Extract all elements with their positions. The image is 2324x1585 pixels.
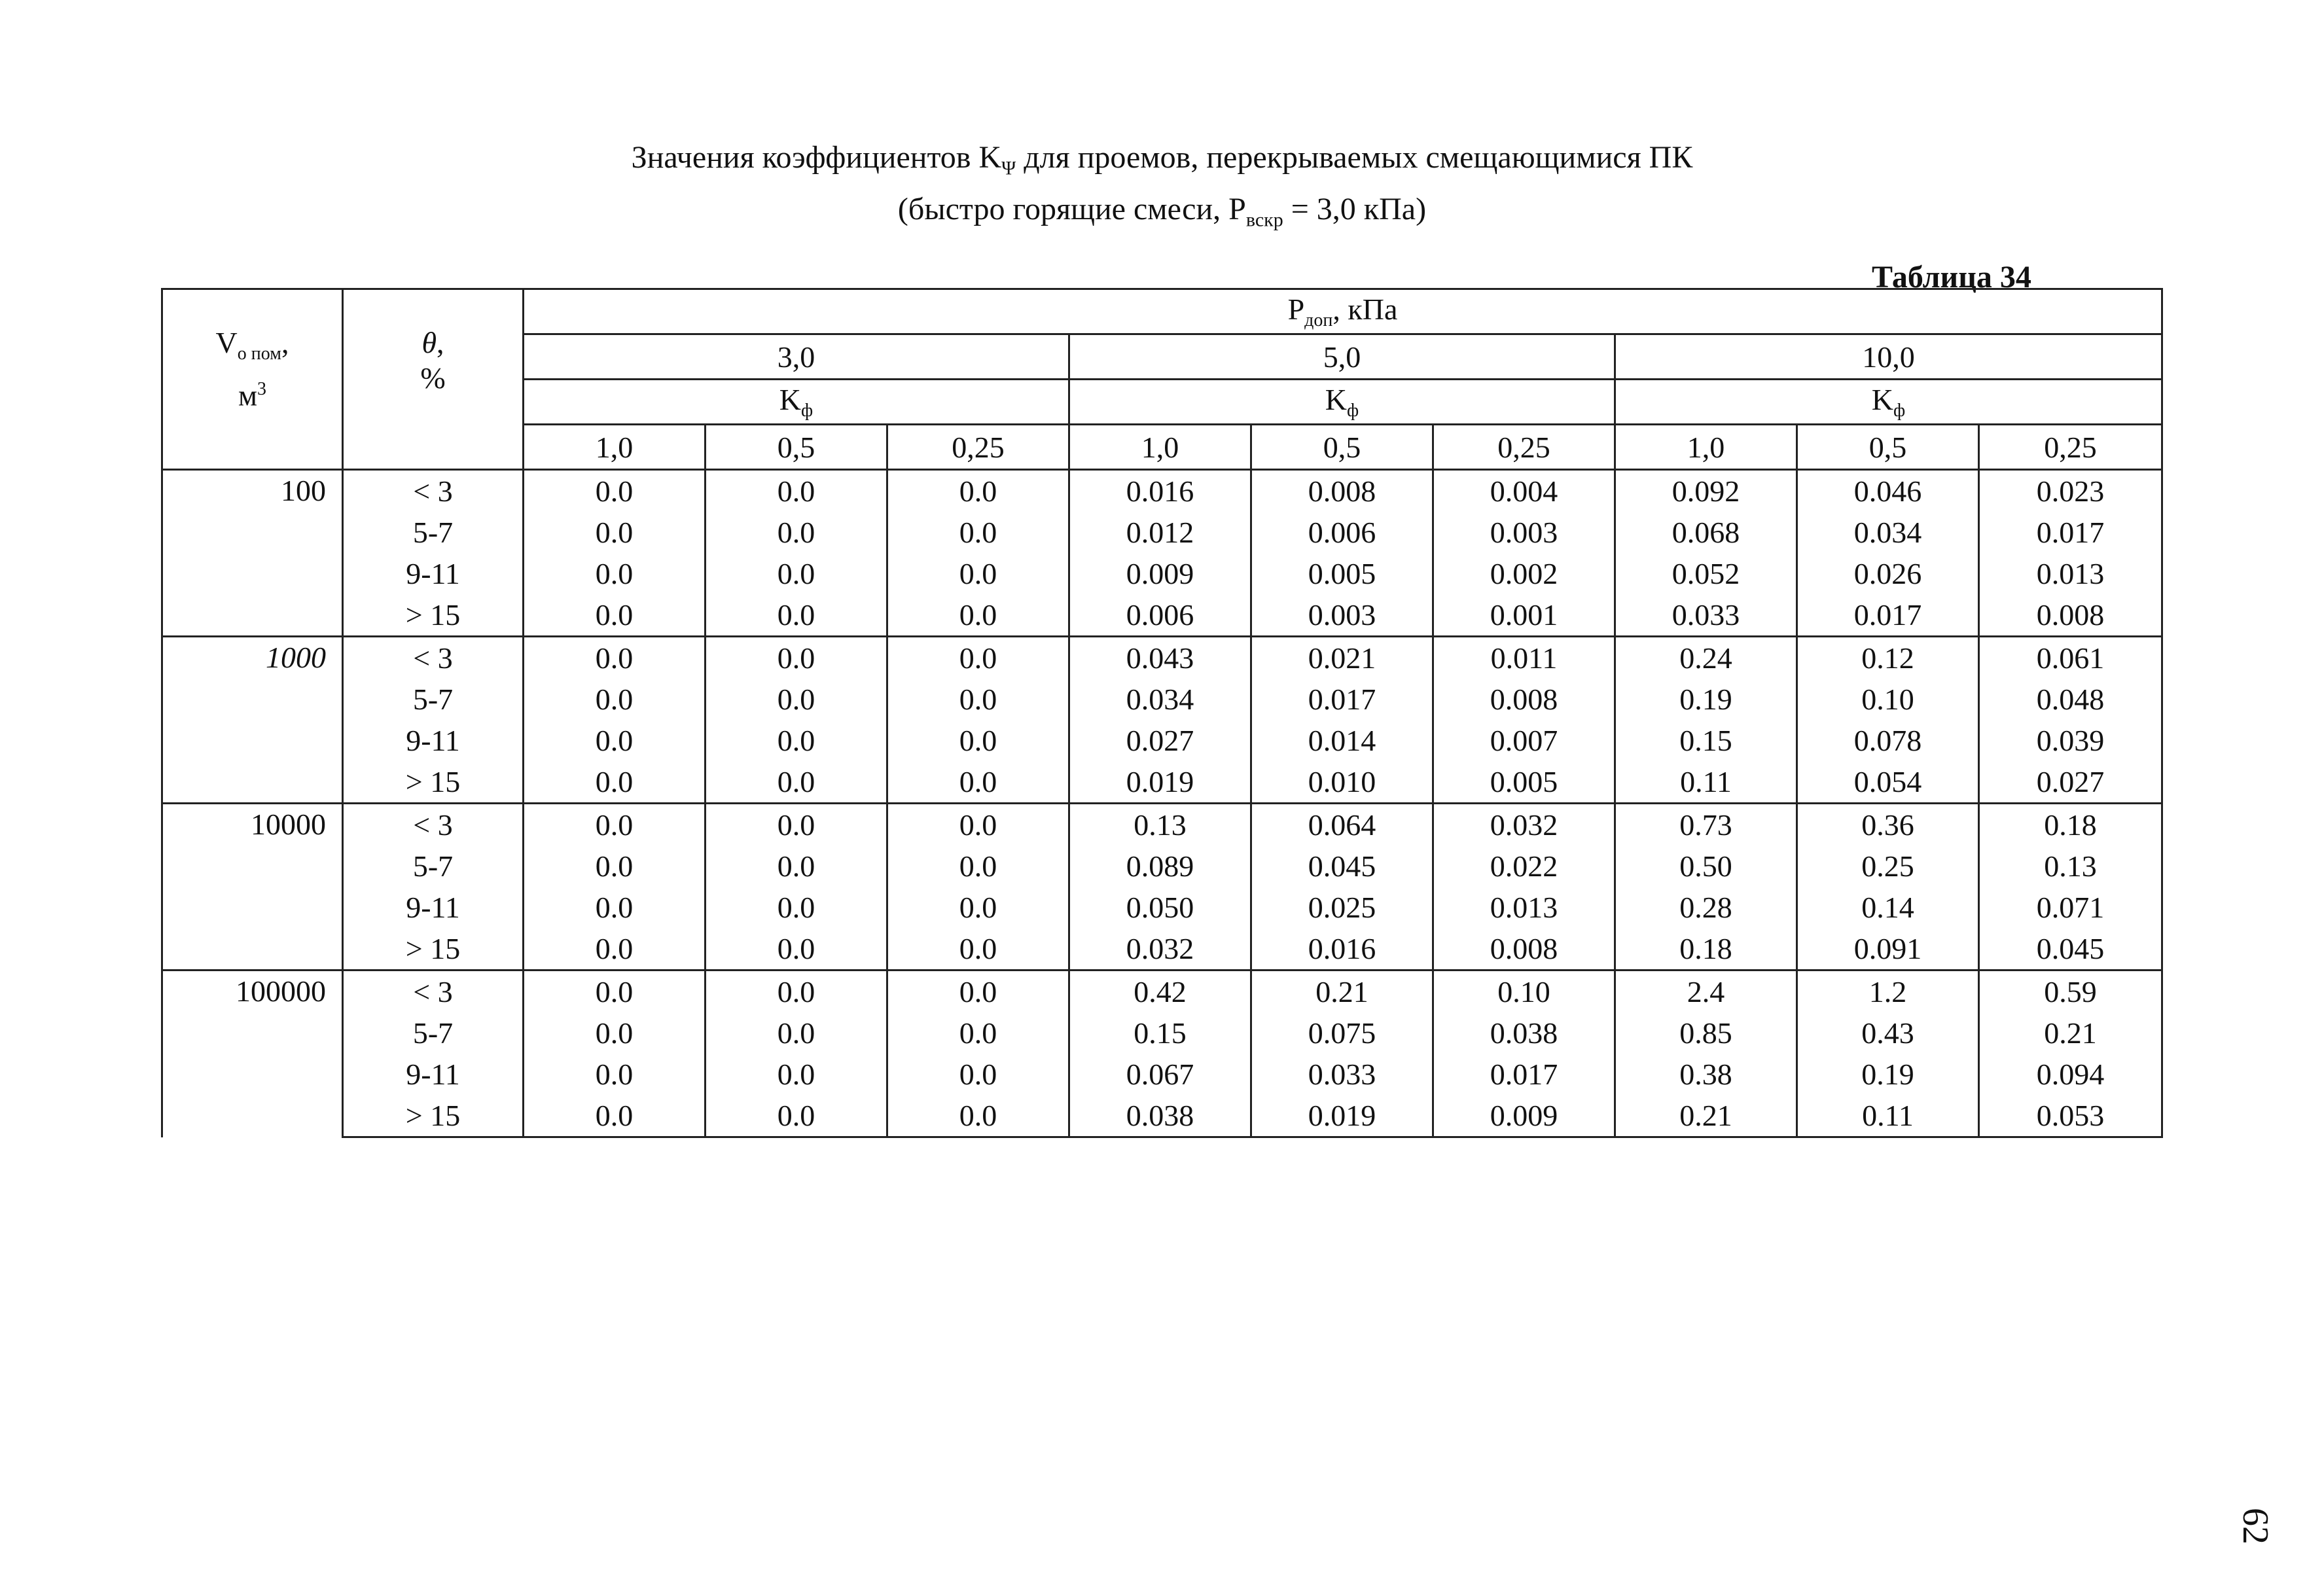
kf-header — [1069, 380, 1615, 425]
value-cell: 0.73 — [1615, 804, 1797, 846]
volume-header-symbol: V — [215, 326, 238, 359]
value-cell: 0.008 — [1979, 594, 2162, 637]
table-row — [162, 761, 2162, 804]
value-cell: 0.0 — [706, 887, 887, 928]
theta-cell: 5-7 — [343, 679, 524, 720]
theta-cell: 5-7 — [343, 846, 524, 887]
value-cell: 0.005 — [1251, 553, 1433, 594]
theta-cell: > 15 — [343, 1095, 524, 1137]
value-cell: 0.18 — [1979, 804, 2162, 846]
coefficients-table — [161, 288, 2163, 1138]
kf-header-subscript: ф — [1347, 401, 1359, 421]
pressure-value: 3,0 — [524, 334, 1069, 380]
value-cell: 0.11 — [1797, 1095, 1979, 1137]
theta-cell: < 3 — [343, 470, 524, 512]
theta-cell: 9-11 — [343, 720, 524, 761]
value-cell: 0.0 — [706, 594, 887, 637]
kf-value: 0,5 — [706, 425, 887, 470]
value-cell: 0.023 — [1979, 470, 2162, 512]
theta-cell: > 15 — [343, 928, 524, 971]
value-cell: 0.0 — [706, 928, 887, 971]
value-cell: 0.068 — [1615, 512, 1797, 553]
value-cell: 0.008 — [1251, 470, 1433, 512]
value-cell: 0.0 — [524, 1012, 706, 1054]
value-cell: 0.43 — [1797, 1012, 1979, 1054]
caption-line-2 — [0, 189, 2324, 241]
value-cell: 0.0 — [887, 720, 1069, 761]
value-cell: 0.0 — [524, 1095, 706, 1137]
value-cell: 0.0 — [887, 846, 1069, 887]
value-cell: 0.18 — [1615, 928, 1797, 971]
value-cell: 0.0 — [887, 887, 1069, 928]
value-cell: 0.002 — [1433, 553, 1615, 594]
value-cell: 0.006 — [1251, 512, 1433, 553]
value-cell: 0.075 — [1251, 1012, 1433, 1054]
value-cell: 0.24 — [1615, 637, 1797, 679]
value-cell: 0.033 — [1251, 1054, 1433, 1095]
value-cell: 0.42 — [1069, 971, 1251, 1013]
value-cell: 0.032 — [1433, 804, 1615, 846]
value-cell: 0.12 — [1797, 637, 1979, 679]
value-cell: 0.019 — [1069, 761, 1251, 804]
value-cell: 0.019 — [1251, 1095, 1433, 1137]
value-cell: 0.008 — [1433, 928, 1615, 971]
value-cell: 0.022 — [1433, 846, 1615, 887]
pressure-value: 5,0 — [1069, 334, 1615, 380]
value-cell: 0.039 — [1979, 720, 2162, 761]
pressure-header-unit: , кПа — [1332, 292, 1398, 326]
volume-header-superscript: 3 — [257, 379, 267, 400]
value-cell: 0.004 — [1433, 470, 1615, 512]
table-row — [162, 470, 2162, 512]
value-cell: 0.0 — [706, 804, 887, 846]
kf-value: 0,25 — [1979, 425, 2162, 470]
value-cell: 0.009 — [1433, 1095, 1615, 1137]
value-cell: 0.0 — [524, 928, 706, 971]
value-cell: 0.0 — [887, 594, 1069, 637]
value-cell: 0.053 — [1979, 1095, 2162, 1137]
value-cell: 0.027 — [1069, 720, 1251, 761]
value-cell: 0.50 — [1615, 846, 1797, 887]
value-cell: 0.013 — [1979, 553, 2162, 594]
value-cell: 0.064 — [1251, 804, 1433, 846]
value-cell: 0.032 — [1069, 928, 1251, 971]
value-cell: 0.0 — [524, 720, 706, 761]
table-row — [162, 594, 2162, 637]
table-row — [162, 1054, 2162, 1095]
theta-header-symbol: θ — [421, 326, 437, 359]
value-cell: 0.0 — [524, 553, 706, 594]
table-row — [162, 846, 2162, 887]
table-row — [162, 679, 2162, 720]
value-cell: 0.0 — [524, 594, 706, 637]
value-cell: 0.11 — [1615, 761, 1797, 804]
theta-cell: > 15 — [343, 594, 524, 637]
caption-line-2-text: (быстро горящие смеси, P — [897, 191, 1246, 226]
value-cell: 0.0 — [887, 971, 1069, 1013]
kf-header — [1615, 380, 2162, 425]
value-cell: 0.0 — [706, 1054, 887, 1095]
value-cell: 0.0 — [887, 637, 1069, 679]
value-cell: 0.21 — [1615, 1095, 1797, 1137]
value-cell: 0.0 — [524, 637, 706, 679]
value-cell: 0.010 — [1251, 761, 1433, 804]
value-cell: 0.19 — [1615, 679, 1797, 720]
value-cell: 0.052 — [1615, 553, 1797, 594]
value-cell: 0.15 — [1615, 720, 1797, 761]
kf-value: 0,25 — [1433, 425, 1615, 470]
value-cell: 0.038 — [1433, 1012, 1615, 1054]
value-cell: 0.009 — [1069, 553, 1251, 594]
pressure-value: 10,0 — [1615, 334, 2162, 380]
value-cell: 0.007 — [1433, 720, 1615, 761]
value-cell: 0.094 — [1979, 1054, 2162, 1095]
kf-header-subscript: ф — [801, 401, 813, 421]
value-cell: 0.0 — [524, 1054, 706, 1095]
value-cell: 0.0 — [524, 971, 706, 1013]
value-cell: 0.0 — [524, 887, 706, 928]
volume-cell: 100000 — [162, 971, 343, 1137]
theta-cell: 9-11 — [343, 887, 524, 928]
value-cell: 1.2 — [1797, 971, 1979, 1013]
value-cell: 0.045 — [1251, 846, 1433, 887]
value-cell: 0.10 — [1797, 679, 1979, 720]
value-cell: 0.003 — [1433, 512, 1615, 553]
caption-line-1-text: Значения коэффициентов K — [631, 140, 1002, 175]
value-cell: 0.046 — [1797, 470, 1979, 512]
value-cell: 0.089 — [1069, 846, 1251, 887]
value-cell: 0.078 — [1797, 720, 1979, 761]
value-cell: 0.045 — [1979, 928, 2162, 971]
value-cell: 0.13 — [1069, 804, 1251, 846]
table-caption — [0, 137, 2324, 240]
value-cell: 0.011 — [1433, 637, 1615, 679]
value-cell: 0.0 — [524, 679, 706, 720]
volume-cell: 1000 — [162, 637, 343, 804]
kf-header — [524, 380, 1069, 425]
caption-line-2-text-end: = 3,0 кПа) — [1283, 191, 1427, 226]
value-cell: 0.043 — [1069, 637, 1251, 679]
theta-cell: < 3 — [343, 804, 524, 846]
value-cell: 0.061 — [1979, 637, 2162, 679]
kf-header-symbol: K — [1325, 382, 1348, 416]
value-cell: 0.28 — [1615, 887, 1797, 928]
value-cell: 0.012 — [1069, 512, 1251, 553]
caption-line-1-text-end: для проемов, перекрываемых смещающимися ПК — [1016, 140, 1693, 175]
table-label: Таблица 34 — [1872, 260, 2031, 294]
value-cell: 2.4 — [1615, 971, 1797, 1013]
value-cell: 0.10 — [1433, 971, 1615, 1013]
pressure-header-symbol: P — [1287, 292, 1305, 326]
theta-header — [343, 289, 524, 470]
table-row — [162, 553, 2162, 594]
theta-cell: > 15 — [343, 761, 524, 804]
kf-value: 0,5 — [1251, 425, 1433, 470]
value-cell: 0.13 — [1979, 846, 2162, 887]
value-cell: 0.19 — [1797, 1054, 1979, 1095]
value-cell: 0.21 — [1251, 971, 1433, 1013]
value-cell: 0.0 — [706, 1095, 887, 1137]
value-cell: 0.0 — [887, 679, 1069, 720]
value-cell: 0.0 — [706, 679, 887, 720]
value-cell: 0.050 — [1069, 887, 1251, 928]
table-row — [162, 720, 2162, 761]
kf-header-symbol: K — [779, 382, 802, 416]
value-cell: 0.067 — [1069, 1054, 1251, 1095]
value-cell: 0.017 — [1979, 512, 2162, 553]
theta-cell: 5-7 — [343, 1012, 524, 1054]
value-cell: 0.027 — [1979, 761, 2162, 804]
theta-cell: < 3 — [343, 971, 524, 1013]
theta-cell: < 3 — [343, 637, 524, 679]
value-cell: 0.014 — [1251, 720, 1433, 761]
value-cell: 0.017 — [1251, 679, 1433, 720]
value-cell: 0.0 — [706, 971, 887, 1013]
table-row — [162, 512, 2162, 553]
value-cell: 0.0 — [706, 470, 887, 512]
theta-header-unit: % — [420, 361, 446, 395]
value-cell: 0.0 — [524, 470, 706, 512]
value-cell: 0.36 — [1797, 804, 1979, 846]
table-row — [162, 1095, 2162, 1137]
volume-cell: 100 — [162, 470, 343, 637]
theta-header-comma: , — [437, 326, 444, 359]
pressure-header-subscript: доп — [1304, 310, 1333, 331]
value-cell: 0.0 — [706, 1012, 887, 1054]
value-cell: 0.017 — [1433, 1054, 1615, 1095]
table-row — [162, 637, 2162, 679]
value-cell: 0.0 — [887, 1012, 1069, 1054]
value-cell: 0.016 — [1069, 470, 1251, 512]
value-cell: 0.048 — [1979, 679, 2162, 720]
page-number: 62 — [2235, 1508, 2276, 1544]
value-cell: 0.034 — [1797, 512, 1979, 553]
value-cell: 0.033 — [1615, 594, 1797, 637]
value-cell: 0.14 — [1797, 887, 1979, 928]
value-cell: 0.0 — [524, 846, 706, 887]
value-cell: 0.0 — [706, 761, 887, 804]
table-row — [162, 887, 2162, 928]
value-cell: 0.21 — [1979, 1012, 2162, 1054]
theta-cell: 9-11 — [343, 1054, 524, 1095]
value-cell: 0.001 — [1433, 594, 1615, 637]
value-cell: 0.016 — [1251, 928, 1433, 971]
volume-header-unit: м — [238, 378, 258, 412]
value-cell: 0.0 — [706, 553, 887, 594]
caption-line-1 — [0, 137, 2324, 189]
theta-cell: 5-7 — [343, 512, 524, 553]
table-row — [162, 971, 2162, 1013]
value-cell: 0.0 — [887, 928, 1069, 971]
value-cell: 0.0 — [706, 720, 887, 761]
value-cell: 0.0 — [524, 512, 706, 553]
volume-header — [162, 289, 343, 470]
value-cell: 0.006 — [1069, 594, 1251, 637]
kf-header-subscript: ф — [1893, 401, 1906, 421]
volume-header-comma: , — [281, 326, 289, 359]
value-cell: 0.0 — [706, 637, 887, 679]
value-cell: 0.005 — [1433, 761, 1615, 804]
value-cell: 0.0 — [706, 512, 887, 553]
kf-value: 0,25 — [887, 425, 1069, 470]
value-cell: 0.0 — [887, 804, 1069, 846]
pressure-header — [524, 289, 2162, 334]
kf-value: 1,0 — [524, 425, 706, 470]
value-cell: 0.0 — [887, 553, 1069, 594]
value-cell: 0.003 — [1251, 594, 1433, 637]
volume-header-subscript: о пом — [237, 344, 281, 365]
value-cell: 0.008 — [1433, 679, 1615, 720]
value-cell: 0.025 — [1251, 887, 1433, 928]
value-cell: 0.38 — [1615, 1054, 1797, 1095]
table-row — [162, 928, 2162, 971]
value-cell: 0.092 — [1615, 470, 1797, 512]
value-cell: 0.0 — [887, 512, 1069, 553]
table-row — [162, 1012, 2162, 1054]
value-cell: 0.0 — [524, 804, 706, 846]
value-cell: 0.026 — [1797, 553, 1979, 594]
kf-header-symbol: K — [1871, 382, 1894, 416]
value-cell: 0.0 — [887, 761, 1069, 804]
caption-line-1-subscript: Ψ — [1001, 157, 1016, 179]
value-cell: 0.0 — [524, 761, 706, 804]
value-cell: 0.0 — [887, 1095, 1069, 1137]
table-row — [162, 804, 2162, 846]
value-cell: 0.071 — [1979, 887, 2162, 928]
value-cell: 0.0 — [887, 470, 1069, 512]
volume-cell: 10000 — [162, 804, 343, 971]
value-cell: 0.017 — [1797, 594, 1979, 637]
value-cell: 0.021 — [1251, 637, 1433, 679]
value-cell: 0.013 — [1433, 887, 1615, 928]
kf-value: 1,0 — [1069, 425, 1251, 470]
value-cell: 0.25 — [1797, 846, 1979, 887]
kf-value: 1,0 — [1615, 425, 1797, 470]
value-cell: 0.034 — [1069, 679, 1251, 720]
value-cell: 0.091 — [1797, 928, 1979, 971]
value-cell: 0.85 — [1615, 1012, 1797, 1054]
value-cell: 0.59 — [1979, 971, 2162, 1013]
value-cell: 0.038 — [1069, 1095, 1251, 1137]
value-cell: 0.054 — [1797, 761, 1979, 804]
value-cell: 0.15 — [1069, 1012, 1251, 1054]
value-cell: 0.0 — [887, 1054, 1069, 1095]
value-cell: 0.0 — [706, 846, 887, 887]
theta-cell: 9-11 — [343, 553, 524, 594]
caption-line-2-subscript: вскр — [1245, 209, 1283, 231]
kf-value: 0,5 — [1797, 425, 1979, 470]
